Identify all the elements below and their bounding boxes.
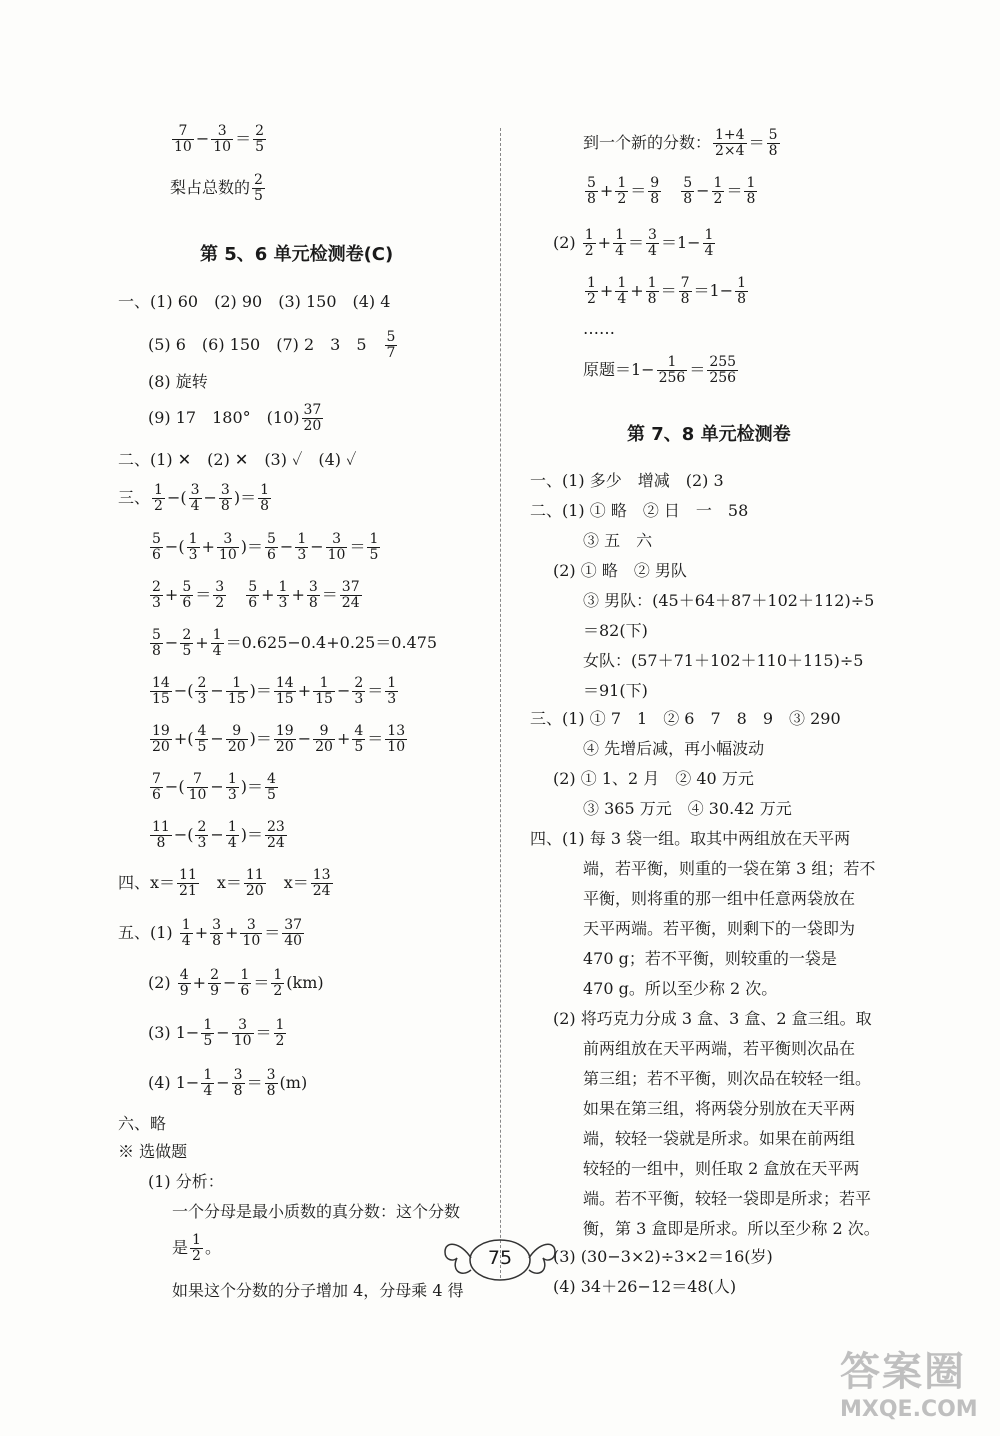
answer-2: 二、(1) ① 略 ② 日 一 58 — [530, 501, 749, 520]
sum-diff-line: $\frac{5}{8}$ + $\frac{1}{2}$ ＝ $\frac{9}{8}$ $\frac{5}{8}$ − $\frac{1}{2}$ ＝ $\frac{1}{8}$ — [587, 175, 756, 207]
section-3-eq-8: $\frac{11}{8}$ −( $\frac{2}{3}$ − $\frac{1}{4}$ )＝ $\frac{23}{24}$ — [152, 819, 285, 851]
answer-25: 端。若不平衡，较轻一袋即是所求；若平 — [583, 1189, 872, 1208]
section-3-eq-3: $\frac{2}{3}$ + $\frac{5}{6}$ ＝ $\frac{3}{2}$ $\frac{5}{6}$ + $\frac{1}{3}$ + $\frac{3}{8}$ ＝ $\frac{37}{24}$ — [152, 579, 360, 611]
optional-line-1: 一个分母是最小质数的真分数：这个分数 — [172, 1202, 461, 1221]
section-2: 二、(1) ✕ (2) ✕ (3) ✓ (4) ✓ — [118, 450, 357, 469]
unit-5-6-title: 第 5、6 单元检测卷(C) — [200, 244, 394, 265]
section-1-line-3: (8) 旋转 — [148, 372, 208, 391]
answer-23: 端，较轻一袋就是所求。如果在前两组 — [583, 1129, 856, 1148]
watermark — [840, 1340, 990, 1430]
answer-13: 四、(1) 每 3 袋一组。取其中两组放在天平两 — [530, 829, 851, 848]
part-2-line-2: $\frac{1}{2}$ + $\frac{1}{4}$ + $\frac{1}{8}$ ＝ $\frac{7}{8}$ ＝1− $\frac{1}{8}$ — [587, 275, 747, 307]
answer-19: (2) 将巧克力分成 3 盒、3 盒、2 盒三组。取 — [553, 1009, 872, 1028]
answer-26: 衡，第 3 盒即是所求。所以至少称 2 次。 — [583, 1219, 880, 1238]
answer-14: 端，若平衡，则重的一袋在第 3 组；若不 — [583, 859, 876, 878]
answer-11: (2) ① 1、2 月 ② 40 万元 — [553, 769, 754, 788]
optional-line-2: 是 $\frac{1}{2}$ 。 — [172, 1232, 221, 1264]
answer-28: (4) 34＋26−12＝48(人) — [553, 1277, 737, 1296]
new-fraction-line: 到一个新的分数： $\frac{1+4}{2\times 4}$ ＝ $\frac{5}{8}$ — [583, 127, 778, 159]
answer-4: (2) ① 略 ② 男队 — [553, 561, 687, 580]
answer-24: 较轻的一组中，则任取 2 盒放在天平两 — [583, 1159, 860, 1178]
answer-20: 前两组放在天平两端，若平衡则次品在 — [583, 1039, 856, 1058]
optional-line-3: 如果这个分数的分子增加 4，分母乘 4 得 — [172, 1281, 464, 1300]
answer-17: 470 g；若不平衡，则较重的一袋是 — [583, 949, 837, 968]
answer-10: ④ 先增后减，再小幅波动 — [583, 739, 765, 758]
section-3-eq-2: $\frac{5}{6}$ −( $\frac{1}{3}$ + $\frac{3}{10}$ )＝ $\frac{5}{6}$ − $\frac{1}{3}$ − $\frac{3}{10}$ ＝ $\frac{1}{5}$ — [152, 531, 379, 563]
section-6: 六、略 — [118, 1114, 167, 1133]
section-5-eq-3: (3) 1− $\frac{1}{5}$ − $\frac{3}{10}$ ＝ $\frac{1}{2}$ — [148, 1017, 285, 1049]
section-1-line-4: (9) 17 180° (10) $\frac{37}{20}$ — [148, 402, 322, 434]
answer-22: 如果在第三组，将两袋分别放在天平两 — [583, 1099, 856, 1118]
watermark-logo: 答案圈 — [840, 1349, 966, 1395]
column-divider — [500, 128, 501, 1278]
answer-3: ③ 五 六 — [583, 531, 653, 550]
unit-7-8-title: 第 7、8 单元检测卷 — [627, 424, 791, 445]
section-3-eq-1: 三、 $\frac{1}{2}$ −( $\frac{3}{4}$ − $\frac{3}{8}$ )＝ $\frac{1}{8}$ — [118, 482, 270, 514]
section-5-eq-1: 五、(1) $\frac{1}{4}$ + $\frac{3}{8}$ + $\frac{3}{10}$ ＝ $\frac{37}{40}$ — [118, 917, 303, 949]
answer-27: (3) (30−3×2)÷3×2＝16(岁) — [553, 1247, 773, 1266]
answer-8: ＝91(下) — [583, 681, 648, 700]
section-4: 四、x＝ $\frac{11}{21}$ x＝ $\frac{11}{20}$ x＝ $\frac{13}{24}$ — [118, 867, 331, 899]
section-1-line-2: (5) 6 (6) 150 (7) 2 3 5 $\frac{5}{7}$ — [148, 329, 396, 361]
answer-16: 天平两端。若平衡，则剩下的一袋即为 — [583, 919, 856, 938]
part-2-line-1: (2) $\frac{1}{2}$ + $\frac{1}{4}$ ＝ $\frac{3}{4}$ ＝1− $\frac{1}{4}$ — [553, 227, 714, 259]
page-number: 75 — [487, 1247, 513, 1269]
original-problem-result: 原题＝1− $\frac{1}{256}$ ＝ $\frac{255}{256}$ — [583, 354, 737, 386]
answer-1: 一、(1) 多少 增减 (2) 3 — [530, 471, 724, 490]
watermark-url: MXQE.COM — [840, 1397, 978, 1422]
section-5-eq-4: (4) 1− $\frac{1}{4}$ − $\frac{3}{8}$ ＝ $\frac{3}{8}$ (m) — [148, 1067, 308, 1099]
pear-fraction-equation: $\frac{7}{10}$ − $\frac{3}{10}$ ＝ $\frac{2}{5}$ — [174, 123, 264, 155]
answer-9: 三、(1) ① 7 1 ② 6 7 8 9 ③ 290 — [530, 709, 841, 728]
optional-analysis-label: (1) 分析： — [148, 1172, 224, 1191]
section-3-eq-4: $\frac{5}{8}$ − $\frac{2}{5}$ + $\frac{1}{4}$ ＝0.625−0.4+0.25＝0.475 — [152, 627, 438, 659]
section-5-eq-2: (2) $\frac{4}{9}$ + $\frac{2}{9}$ − $\frac{1}{6}$ ＝ $\frac{1}{2}$ (km) — [148, 967, 324, 999]
section-3-eq-6: $\frac{19}{20}$ +( $\frac{4}{5}$ − $\frac{9}{20}$ )＝ $\frac{19}{20}$ − $\frac{9}{20}$ + $\frac{4}{5}$ ＝ $\frac{13}{10}$ — [152, 723, 406, 755]
answer-12: ③ 365 万元 ④ 30.42 万元 — [583, 799, 792, 818]
section-3-eq-7: $\frac{7}{6}$ −( $\frac{7}{10}$ − $\frac{1}{3}$ )＝ $\frac{4}{5}$ — [152, 771, 276, 803]
ellipsis: …… — [583, 319, 615, 338]
section-3-eq-5: $\frac{14}{15}$ −( $\frac{2}{3}$ − $\frac{1}{15}$ )＝ $\frac{14}{15}$ + $\frac{1}{15}$ − $\frac{2}{3}$ ＝ $\frac{1}{3}$ — [152, 675, 397, 707]
answer-7: 女队：(57＋71＋102＋110＋115)÷5 — [583, 651, 864, 670]
answer-21: 第三组；若不平衡，则次品在较轻一组。 — [583, 1069, 872, 1088]
answer-6: ＝82(下) — [583, 621, 648, 640]
answer-18: 470 g。所以至少称 2 次。 — [583, 979, 778, 998]
section-1-line-1: 一、(1) 60 (2) 90 (3) 150 (4) 4 — [118, 292, 391, 311]
optional-heading: ※ 选做题 — [118, 1142, 188, 1161]
answer-5: ③ 男队：(45＋64＋87＋102＋112)÷5 — [583, 591, 875, 610]
answer-15: 平衡，则将重的那一组中任意两袋放在 — [583, 889, 856, 908]
pear-share-answer: 梨占总数的 $\frac{2}{5}$ — [170, 172, 263, 204]
